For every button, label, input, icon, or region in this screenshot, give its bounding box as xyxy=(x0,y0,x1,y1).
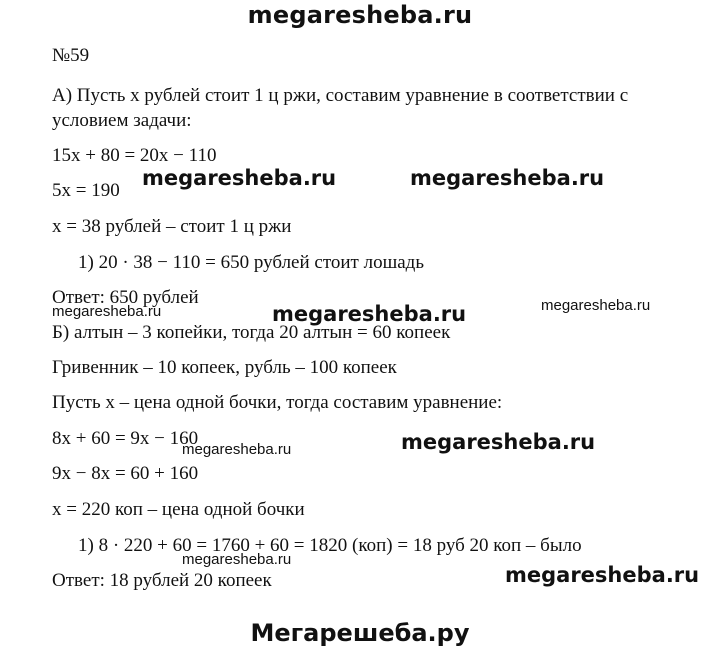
watermark: megaresheba.ru xyxy=(142,166,337,190)
part-a-intro-line1: А) Пусть х рублей стоит 1 ц ржи, составим уравнение в соответствии с xyxy=(52,85,629,106)
watermark: megaresheba.ru xyxy=(401,430,596,454)
site-header: megaresheba.ru xyxy=(247,1,473,29)
part-b-equation-1: 8x + 60 = 9x − 160 xyxy=(52,428,199,449)
part-a-equation-3: x = 38 рублей – стоит 1 ц ржи xyxy=(52,216,292,237)
part-a-step-1: 1) 20 · 38 − 110 = 650 рублей стоит лошадь xyxy=(78,252,424,273)
watermark: megaresheba.ru xyxy=(182,551,292,568)
part-b-equation-2: 9x − 8x = 60 + 160 xyxy=(52,463,199,484)
part-a-answer: Ответ: 650 рублей xyxy=(52,287,199,308)
task-number: №59 xyxy=(52,45,90,66)
part-a-intro-line2: условием задачи: xyxy=(52,110,192,131)
part-b-line1: Б) алтын – 3 копейки, тогда 20 алтын = 60 копеек xyxy=(52,322,451,343)
site-footer: Мегарешеба.ру xyxy=(250,619,470,647)
watermark: megaresheba.ru xyxy=(272,302,467,326)
watermark: megaresheba.ru xyxy=(541,297,651,314)
part-b-step-1: 1) 8 · 220 + 60 = 1760 + 60 = 1820 (коп) = 18 руб 20 коп – было xyxy=(78,535,582,556)
part-b-line2: Гривенник – 10 копеек, рубль – 100 копеек xyxy=(52,357,397,378)
part-b-equation-3: x = 220 коп – цена одной бочки xyxy=(52,499,305,520)
part-a-equation-1: 15x + 80 = 20x − 110 xyxy=(52,145,217,166)
watermark: megaresheba.ru xyxy=(410,166,605,190)
watermark: megaresheba.ru xyxy=(52,303,162,320)
watermark: megaresheba.ru xyxy=(505,563,700,587)
part-b-answer: Ответ: 18 рублей 20 копеек xyxy=(52,570,272,591)
part-a-equation-2: 5x = 190 xyxy=(52,180,120,201)
part-b-line3: Пусть х – цена одной бочки, тогда составим уравнение: xyxy=(52,392,503,413)
watermark: megaresheba.ru xyxy=(182,441,292,458)
